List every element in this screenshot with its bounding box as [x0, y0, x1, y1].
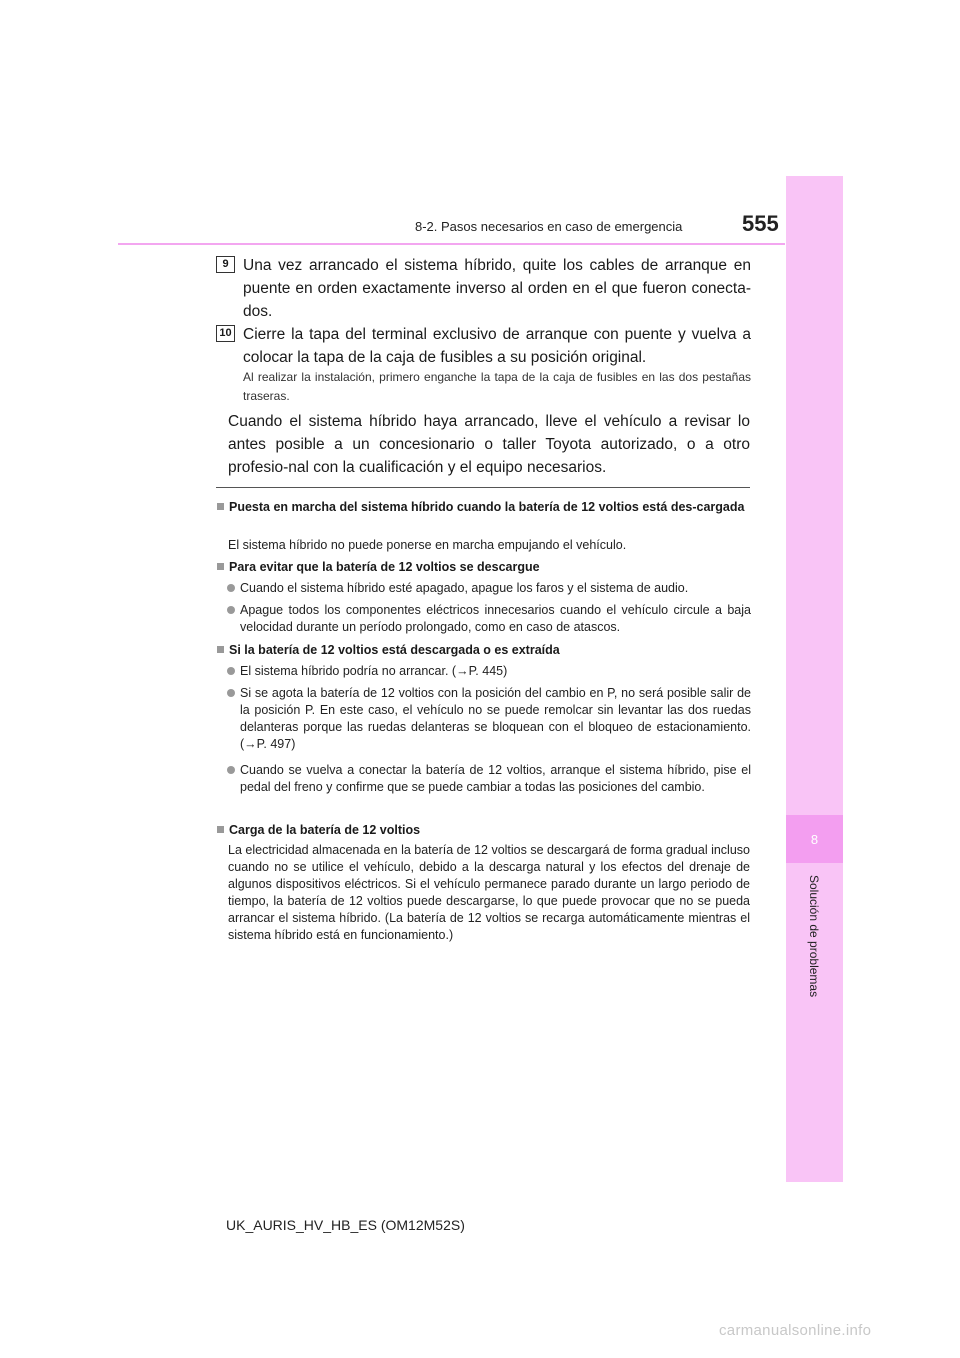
header-rule: [118, 243, 785, 245]
step-9: [216, 254, 751, 323]
section-divider: [216, 487, 750, 488]
main-paragraph: Cuando el sistema híbrido haya arrancado, lleve el vehículo a revisar lo antes posible a un concesionario o taller Toyota autorizado, o a otro profesio-nal con la cualificación y el equipo necesarios.: [228, 413, 750, 476]
circle-bullet-icon: [227, 689, 235, 697]
step-10: [216, 323, 751, 369]
square-bullet-icon: [217, 646, 224, 653]
list-item: Apague todos los componentes eléctricos innecesarios cuando el vehículo circule a baja velocidad durante un período prolongado, como en caso de atascos.: [227, 602, 751, 636]
document-code: UK_AURIS_HV_HB_ES (OM12M52S): [226, 1217, 465, 1233]
chapter-number: 8: [810, 831, 819, 847]
list-item: Si se agota la batería de 12 voltios con la posición del cambio en P, no será posible salir de la posición P. En este caso, el vehículo no se puede remolcar sin levantar las dos ruedas delanteras porque las ruedas delanteras se bloquean con el bloqueo de estacionamiento. (→P. 497): [227, 685, 751, 753]
square-bullet-icon: [217, 563, 224, 570]
circle-bullet-icon: [227, 667, 235, 675]
page-number: 555: [742, 211, 779, 236]
step-text: Una vez arrancado el sistema híbrido, quite los cables de arranque en puente en orden exactamente inverso al orden en el que fueron conecta-dos.: [243, 257, 751, 320]
chapter-tab[interactable]: [786, 815, 843, 863]
circle-bullet-icon: [227, 606, 235, 614]
section-body: El sistema híbrido no puede ponerse en marcha empujando el vehículo.: [228, 538, 627, 552]
step-number-badge: 9: [216, 256, 235, 273]
square-bullet-icon: [217, 826, 224, 833]
section-body: La electricidad almacenada en la batería de 12 voltios se descargará de forma gradual incluso cuando no se utilice el vehículo, debido a la descarga natural y los efectos del drenaje de algunos dispositivos eléctricos. Si el vehículo permanece parado durante un largo periodo de tiempo, la batería de 12 voltios puede descargarse, lo que puede provocar que no se pueda arrancar el sistema híbrido. (La batería de 12 voltios se recarga automáticamente mientras el sistema híbrido está en funcionamiento.): [228, 843, 750, 942]
square-bullet-icon: [217, 503, 224, 510]
section-heading: Puesta en marcha del sistema híbrido cuando la batería de 12 voltios está des-cargada: [217, 499, 751, 516]
step-text: Cierre la tapa del terminal exclusivo de arranque con puente y vuelva a colocar la tapa de la caja de fusibles a su posición original.: [243, 326, 751, 366]
section-title: 8-2. Pasos necesarios en caso de emergencia: [415, 219, 683, 234]
list-item: El sistema híbrido podría no arrancar. (→P. 445): [227, 663, 751, 680]
circle-bullet-icon: [227, 766, 235, 774]
step-note: Al realizar la instalación, primero enganche la tapa de la caja de fusibles en las dos pestañas traseras.: [243, 370, 751, 403]
section-heading: Para evitar que la batería de 12 voltios se descargue: [217, 559, 751, 576]
watermark: carmanualsonline.info: [719, 1322, 872, 1339]
section-heading: Carga de la batería de 12 voltios: [217, 822, 751, 839]
chapter-tab-label: Solución de problemas: [807, 875, 821, 998]
circle-bullet-icon: [227, 584, 235, 592]
list-item: Cuando el sistema híbrido esté apagado, apague los faros y el sistema de audio.: [227, 580, 751, 597]
step-number-badge: 10: [216, 325, 235, 342]
list-item: Cuando se vuelva a conectar la batería de 12 voltios, arranque el sistema híbrido, pise el pedal del freno y confirme que se puede cambiar a todas las posiciones del cambio.: [227, 762, 751, 796]
section-heading: Si la batería de 12 voltios está descargada o es extraída: [217, 642, 751, 659]
